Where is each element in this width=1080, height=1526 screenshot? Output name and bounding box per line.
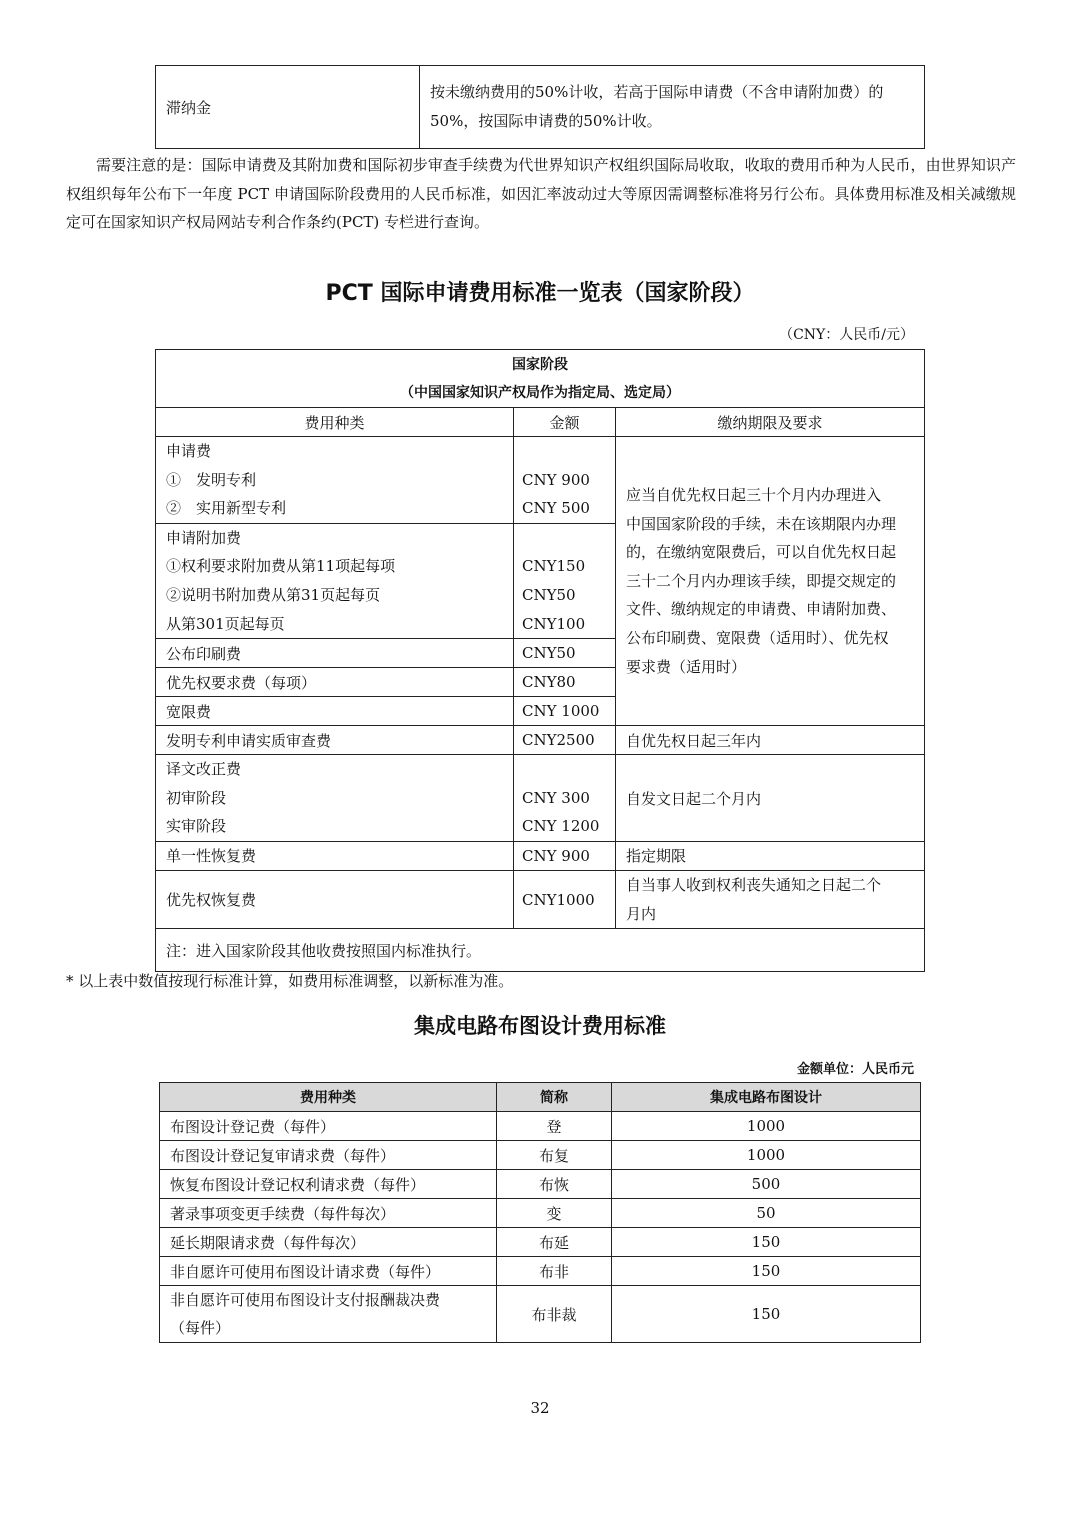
late-fee-desc-line: 按未缴纳费用的50%计收，若高于国际申请费（不含申请附加费）的 [430,83,884,101]
ic-col-header-abbr: 简称 [497,1083,612,1112]
col-header-fee-type: 费用种类 [156,408,514,437]
correction-fee-amounts [514,755,616,842]
requirement-line: 要求费（适用时） [626,657,747,676]
priority-restore-fee-requirement [616,870,925,928]
late-fee-table [155,65,925,149]
ic-header-row [160,1083,921,1112]
table-row [160,1257,921,1286]
late-fee-label: 滞纳金 [156,66,420,149]
table-row [156,437,925,524]
requirement-line: 三十二个月内办理该手续，即提交规定的 [626,571,897,590]
ic-currency-unit: 金额单位：人民币元 [796,1062,914,1077]
table-row [156,929,925,972]
ic-table-title: 集成电路布图设计费用标准 [414,1014,666,1038]
ic-fee-amount: 1000 [612,1141,921,1170]
ic-fee-abbr: 登 [497,1112,612,1141]
ic-fee-abbr: 布非 [497,1257,612,1286]
ic-fee-name: 布图设计登记费（每件） [160,1112,497,1141]
header-line-national-phase: 国家阶段 [512,356,568,373]
ic-fee-abbr: 布恢 [497,1170,612,1199]
pct-table-title: PCT 国际申请费用标准一览表（国家阶段） [325,281,755,306]
amount-line: CNY 500 [522,499,590,518]
ic-fee-name: 延长期限请求费（每件每次） [160,1228,497,1257]
ic-fee-amount: 50 [612,1199,921,1228]
requirement-line: 的，在缴纳宽限费后，可以自优先权日起 [626,543,897,562]
additional-fee-cell [156,523,514,638]
pct-currency-unit: （CNY：人民币/元） [779,327,914,343]
pct-table-header [156,350,925,408]
amount-line: CNY150 [522,557,586,576]
ic-col-header-amount: 集成电路布图设计 [612,1083,921,1112]
ic-fee-abbr: 布非裁 [497,1286,612,1343]
ic-fee-name-line: 非自愿许可使用布图设计支付报酬裁决费 [170,1291,441,1309]
ic-fee-amount: 150 [612,1286,921,1343]
late-fee-desc-line: 50%，按国际申请费的50%计收。 [430,112,662,130]
requirement-line: 应当自优先权日起三十个月内办理进入 [626,486,882,504]
fee-line: 从第301页起每页 [166,614,285,633]
ic-fee-abbr: 布延 [497,1228,612,1257]
application-fee-amounts [514,437,616,524]
priority-claim-fee-amount: CNY80 [514,668,616,697]
ic-fee-table [159,1082,921,1343]
table-row [156,870,925,928]
exam-fee-label: 发明专利申请实质审查费 [156,726,514,755]
ic-fee-name: 非自愿许可使用布图设计请求费（每件） [160,1257,497,1286]
ic-fee-amount: 500 [612,1170,921,1199]
ic-col-header-fee-type: 费用种类 [160,1083,497,1112]
amount-line: CNY 900 [522,470,590,489]
amount-line [522,437,605,466]
correction-fee-requirement: 自发文日起二个月内 [616,755,925,842]
amount-line [522,524,605,553]
restore-fee-label: 单一性恢复费 [156,841,514,870]
grace-fee-amount: CNY 1000 [514,697,616,726]
fee-line: 实审阶段 [166,817,227,836]
ic-fee-abbr: 布复 [497,1141,612,1170]
ic-fee-name: 恢复布图设计登记权利请求费（每件） [160,1170,497,1199]
table-row [160,1141,921,1170]
col-header-amount: 金额 [514,408,616,437]
priority-claim-fee-label: 优先权要求费（每项） [156,668,514,697]
grace-fee-label: 宽限费 [156,697,514,726]
requirement-line: 月内 [626,904,657,923]
late-fee-row [156,66,925,149]
fee-note-paragraph: 需要注意的是：国际申请费及其附加费和国际初步审查手续费为代世界知识产权组织国际局收取，收取的费用币种为人民币，由世界知识产权组织每年公布下一年度 PCT 申请国际阶段费用的人民币标准，如因汇率波动过大等原因需调整标准将另行公布。具体费用标准及相关减缴规定可在国家知识产权局网站专利合作条约(PCT) 专栏进行查询。 [66,156,1016,231]
table-row [156,755,925,842]
late-fee-description [420,66,925,149]
priority-restore-fee-label: 优先权恢复费 [156,870,514,928]
table-row [156,841,925,870]
amount-line [522,755,605,784]
footnote: * 以上表中数值按现行标准计算，如费用标准调整，以新标准为准。 [66,972,514,990]
table-row [160,1199,921,1228]
header-line-designated-office: （中国国家知识产权局作为指定局、选定局） [400,384,680,401]
ic-fee-name-line: （每件） [170,1319,231,1337]
table-row [160,1170,921,1199]
page-number: 32 [530,1399,550,1417]
ic-fee-amount: 150 [612,1228,921,1257]
ic-fee-amount: 150 [612,1257,921,1286]
amount-line: CNY50 [522,585,576,604]
priority-restore-fee-amount: CNY1000 [514,870,616,928]
fee-line: ①权利要求附加费从第11项起每项 [166,557,396,576]
correction-fee-cell [156,755,514,842]
fee-line: 译文改正费 [166,760,242,779]
application-fee-cell [156,437,514,524]
pct-fee-table [155,349,925,972]
fee-line: ② 实用新型专利 [166,499,287,518]
amount-line: CNY100 [522,614,586,633]
ic-fee-name: 布图设计登记复审请求费（每件） [160,1141,497,1170]
requirement-line: 公布印刷费、宽限费（适用时）、优先权 [626,628,889,647]
additional-fee-amounts [514,523,616,638]
table-row [156,726,925,755]
publish-fee-label: 公布印刷费 [156,639,514,668]
exam-fee-requirement: 自优先权日起三年内 [616,726,925,755]
requirement-line: 自当事人收到权利丧失通知之日起二个 [626,875,882,894]
requirement-line: 文件、缴纳规定的申请费、申请附加费、 [626,600,897,619]
fee-line: ① 发明专利 [166,470,257,489]
fee-line: ②说明书附加费从第31页起每页 [166,585,381,604]
ic-fee-name [160,1286,497,1343]
table-row [160,1112,921,1141]
amount-line: CNY 1200 [522,817,600,836]
publish-fee-amount: CNY50 [514,639,616,668]
ic-fee-amount: 1000 [612,1112,921,1141]
col-header-requirement: 缴纳期限及要求 [616,408,925,437]
exam-fee-amount: CNY2500 [514,726,616,755]
table-row [160,1228,921,1257]
entry-requirement-cell [616,437,925,726]
requirement-line: 中国国家阶段的手续，未在该期限内办理 [626,514,897,533]
table-row [160,1286,921,1343]
restore-fee-amount: CNY 900 [514,841,616,870]
restore-fee-requirement: 指定期限 [616,841,925,870]
amount-line: CNY 300 [522,788,590,807]
ic-fee-name: 著录事项变更手续费（每件每次） [160,1199,497,1228]
pct-table-note: 注：进入国家阶段其他收费按照国内标准执行。 [156,929,925,972]
ic-fee-abbr: 变 [497,1199,612,1228]
fee-line: 申请费 [166,442,212,460]
fee-line: 初审阶段 [166,788,227,807]
fee-line: 申请附加费 [166,528,242,547]
